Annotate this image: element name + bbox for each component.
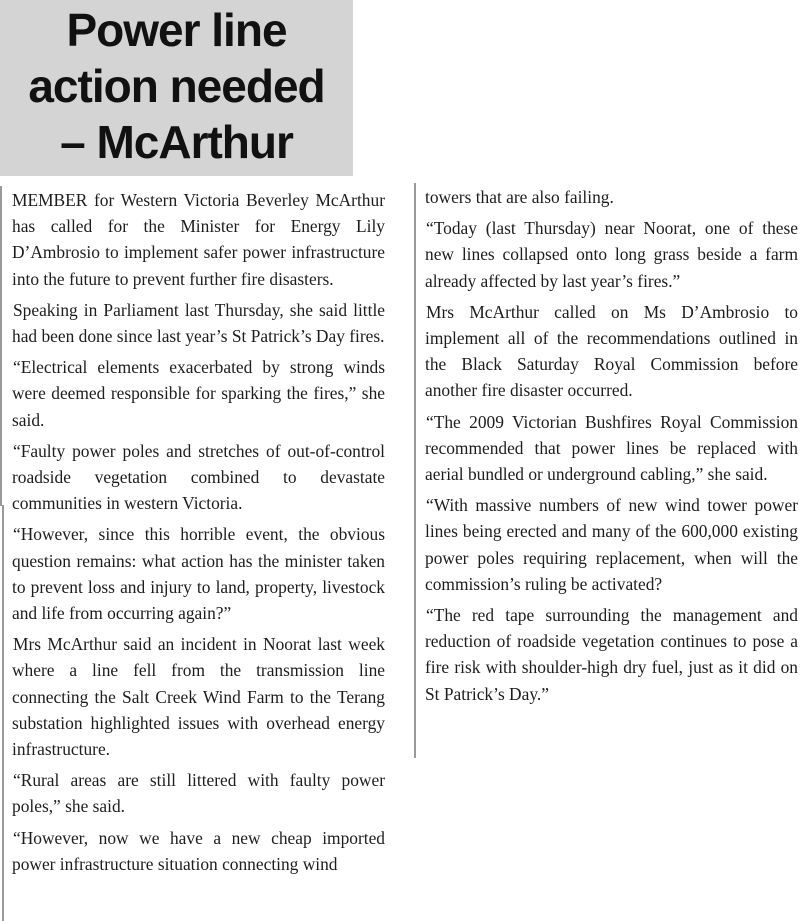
article-paragraph: “Today (last Thursday) near Noorat, one of these new lines collapsed onto long grass beside a farm already affected by last year’s fires.”: [425, 218, 798, 291]
headline-line-3: – McArthur: [60, 116, 293, 168]
column-rule-left-top: [0, 186, 2, 506]
article-paragraph: Speaking in Parliament last Thursday, she said little had been done since last year’s St Patrick’s Day fires.: [12, 299, 385, 347]
article-paragraph: towers that are also failing.: [425, 187, 614, 207]
article-paragraph: “However, since this horrible event, the obvious question remains: what action has the minister taken to prevent loss and injury to land, property, livestock and life from occurring again?”: [12, 524, 385, 624]
article-paragraph: “Electrical elements exacerbated by strong winds were deemed responsible for sparking the fires,” she said.: [12, 357, 385, 430]
article-paragraph: Mrs McArthur called on Ms D’Ambrosio to implement all of the recommendations outlined in the Black Saturday Royal Commission before another fire disaster occurred.: [425, 301, 798, 401]
article-paragraph: “With massive numbers of new wind tower power lines being erected and many of the 600,000 existing power poles requiring replacement, when will the commission’s ruling be activated?: [425, 495, 798, 594]
column-rule-middle: [414, 183, 416, 758]
headline-line-1: Power line: [66, 4, 287, 56]
article-paragraph: Mrs McArthur said an incident in Noorat last week where a line fell from the transmission line connecting the Salt Creek Wind Farm to the Terang substation highlighted issues with overhead energy infrastructure.: [12, 634, 385, 760]
headline: [0, 0, 353, 170]
headline-line-2: action needed: [28, 60, 325, 112]
article-paragraph: “The red tape surrounding the management and reduction of roadside vegetation continues to pose a fire risk with shoulder-high dry fuel, just as it did on St Patrick’s Day.”: [425, 605, 798, 704]
column-rule-left-bottom: [2, 505, 4, 921]
article-column-right: [425, 184, 798, 712]
article-paragraph: “However, now we have a new cheap imported power infrastructure situation connecting wind: [12, 827, 385, 874]
article-paragraph: MEMBER for Western Victoria Beverley McArthur has called for the Minister for Energy Lily D’Ambrosio to implement safer power infrastructure into the future to prevent further fire disasters.: [12, 190, 385, 289]
headline-box: [0, 0, 353, 176]
article-column-left: [12, 187, 385, 882]
article-paragraph: “Rural areas are still littered with faulty power poles,” she said.: [12, 770, 385, 817]
article-paragraph: “The 2009 Victorian Bushfires Royal Commission recommended that power lines be replaced with aerial bundled or underground cabling,” she said.: [425, 411, 798, 485]
article-paragraph: “Faulty power poles and stretches of out-of-control roadside vegetation combined to devastate communities in western Victoria.: [12, 440, 385, 514]
